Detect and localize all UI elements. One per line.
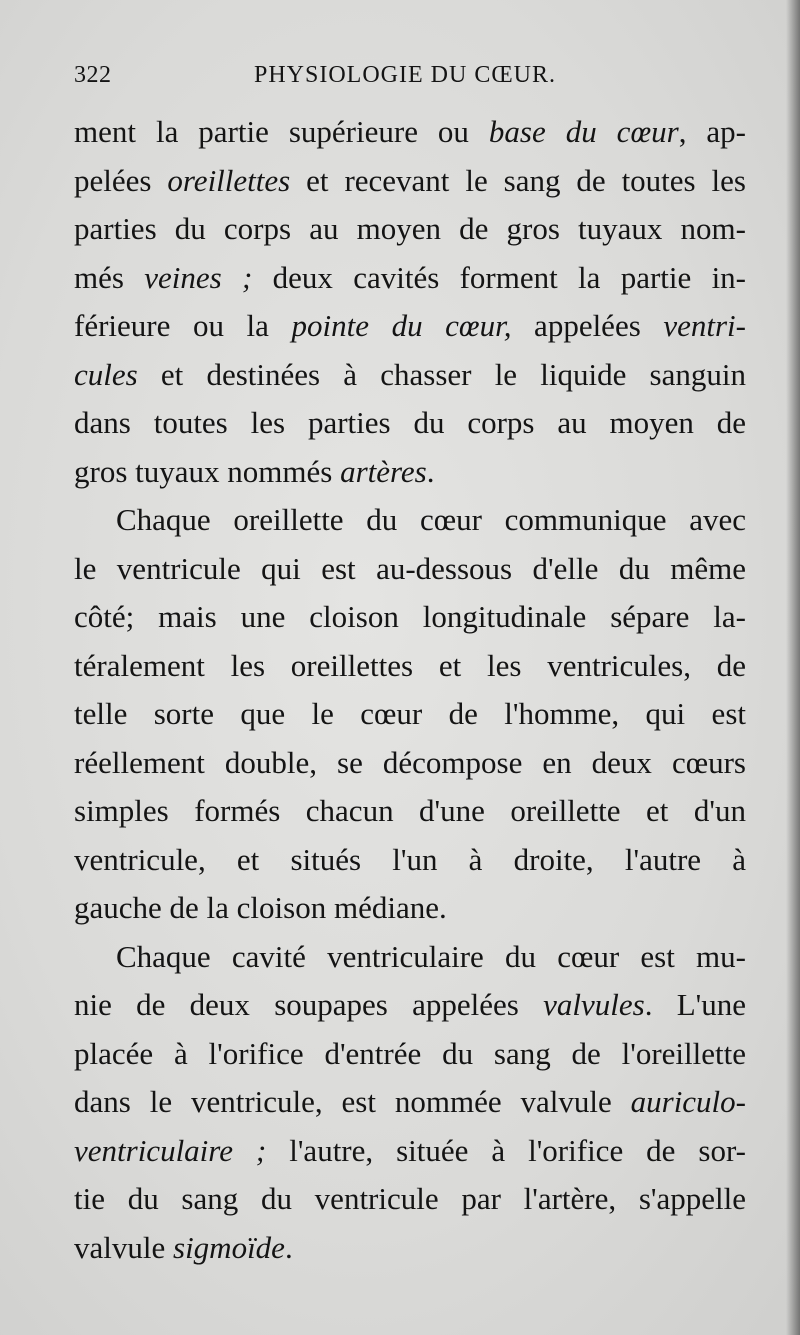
- text-line: [74, 1030, 746, 1079]
- text-line: [74, 496, 746, 545]
- text-segment: et recevant le sang de toutes les: [290, 162, 746, 198]
- text-segment: valvule: [74, 1229, 173, 1265]
- text-line: [74, 1078, 746, 1127]
- italic-term: veines ;: [144, 259, 253, 295]
- italic-term: cules: [74, 356, 138, 392]
- text-segment: . L'une: [644, 987, 746, 1022]
- paragraph: [74, 496, 746, 933]
- text-segment: dans le ventricule, est nommée valvule: [74, 1084, 631, 1119]
- text-line: [74, 933, 746, 982]
- text-segment: férieure ou la: [74, 308, 292, 343]
- text-line: [74, 1127, 746, 1176]
- italic-term: artères: [340, 453, 427, 489]
- text-line: [74, 399, 746, 448]
- text-segment: dans toutes les parties du corps au moyen de: [74, 405, 746, 440]
- text-segment: , ap-: [678, 114, 746, 149]
- paragraph: [74, 933, 746, 1273]
- text-segment: placée à l'orifice d'entrée du sang de l'oreillette: [74, 1035, 746, 1071]
- text-line: [74, 981, 746, 1030]
- text-line: [74, 254, 746, 303]
- italic-term: pointe du cœur,: [291, 308, 512, 343]
- text-segment: l'autre, située à l'orifice de sor-: [266, 1132, 746, 1168]
- text-segment: ventricule, et situés l'un à droite, l'autre à: [74, 841, 746, 877]
- text-segment: réellement double, se décompose en deux cœurs: [74, 744, 746, 780]
- text-segment: Chaque cavité ventriculaire du cœur est mu-: [116, 938, 746, 974]
- text-segment: telle sorte que le cœur de l'homme, qui est: [74, 696, 746, 731]
- text-line: [74, 302, 746, 351]
- text-segment: parties du corps au moyen de gros tuyaux nom-: [74, 211, 746, 246]
- text-segment: appelées: [511, 308, 664, 343]
- text-segment: le ventricule qui est au-dessous d'elle du même: [74, 550, 746, 586]
- text-line: [74, 787, 746, 836]
- text-line: [74, 545, 746, 594]
- text-line: [74, 108, 746, 157]
- text-line: [74, 351, 746, 400]
- text-line: [74, 157, 746, 206]
- text-segment: deux cavités forment la partie in-: [252, 259, 747, 295]
- text-line: [74, 690, 746, 739]
- italic-term: auriculo-: [630, 1084, 746, 1119]
- text-segment: pelées: [74, 162, 168, 198]
- italic-term: ventriculaire ;: [74, 1132, 267, 1168]
- text-segment: côté; mais une cloison longitudinale sépare la-: [74, 599, 746, 634]
- text-line: [74, 1175, 746, 1224]
- text-segment: gros tuyaux nommés: [74, 453, 341, 489]
- text-line: [74, 836, 746, 885]
- text-segment: nie de deux soupapes appelées: [74, 987, 544, 1022]
- text-segment: gauche de la cloison médiane.: [74, 890, 447, 925]
- text-segment: tie du sang du ventricule par l'artère, s'appelle: [74, 1181, 746, 1216]
- text-segment: ment la partie supérieure ou: [74, 114, 489, 149]
- text-segment: més: [74, 259, 145, 295]
- italic-term: ventri-: [663, 308, 746, 343]
- italic-term: base du cœur: [488, 114, 679, 149]
- text-segment: téralement les oreillettes et les ventricules, de: [74, 647, 746, 683]
- text-line: [74, 739, 746, 788]
- italic-term: oreillettes: [167, 162, 291, 198]
- text-segment: et destinées à chasser le liquide sanguin: [137, 356, 746, 392]
- body-text: [74, 108, 746, 1272]
- text-segment: .: [426, 453, 435, 489]
- page-edge-shadow: [786, 0, 800, 1335]
- text-segment: .: [284, 1229, 293, 1265]
- running-header: [74, 62, 730, 98]
- text-line: [74, 205, 746, 254]
- text-line: [74, 448, 746, 497]
- text-line: [74, 884, 746, 933]
- text-line: [74, 593, 746, 642]
- italic-term: valvules: [543, 987, 645, 1022]
- page-number: 322: [74, 62, 112, 88]
- text-segment: simples formés chacun d'une oreillette et d'un: [74, 793, 746, 828]
- text-line: [74, 642, 746, 691]
- running-title: PHYSIOLOGIE DU CŒUR.: [254, 62, 557, 88]
- text-segment: Chaque oreillette du cœur communique avec: [116, 502, 746, 537]
- paragraph: [74, 108, 746, 496]
- text-line: [74, 1224, 746, 1273]
- italic-term: sigmoïde: [173, 1229, 285, 1265]
